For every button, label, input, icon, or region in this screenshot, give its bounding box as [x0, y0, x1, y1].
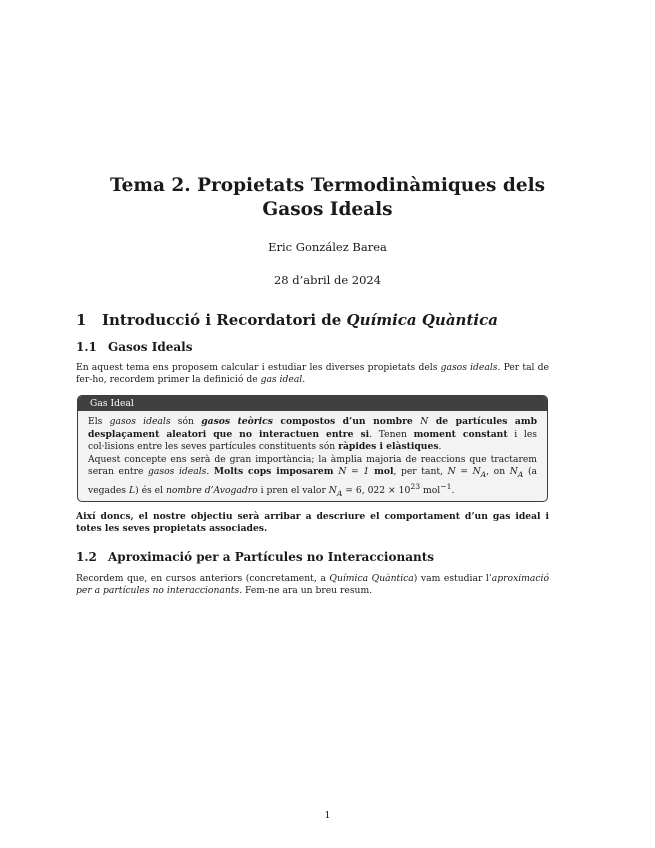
text-run: ) és el — [135, 485, 166, 497]
text-run: Aquest concepte ens serà de gran importància; la àmplia majoria de reaccions que tractarem seran entre — [88, 453, 537, 477]
text-run-bold: ràpides i elàstiques — [338, 441, 439, 452]
math-symbol: L — [128, 485, 136, 497]
math-unit: mol — [420, 485, 441, 497]
text-run: . Per tal de fer-ho, recordem primer la definició de — [76, 362, 549, 386]
text-run: (a vegades — [88, 466, 538, 497]
text-run-bold: mol — [369, 466, 394, 477]
text-run: són — [170, 416, 202, 427]
text-run: Els — [88, 416, 110, 427]
text-run-bold: de partícules amb desplaçament aleatori que no interactuen entre si — [88, 416, 537, 440]
section-number: 1 — [76, 311, 87, 329]
definition-box-header: Gas Ideal — [78, 396, 547, 411]
text-run: . Tenen — [369, 428, 414, 440]
math-superscript: 23 — [410, 482, 421, 492]
author-name: Eric González Barea — [268, 240, 387, 254]
math-subscript: A — [480, 469, 487, 479]
objective-paragraph: Així doncs, el nostre objectiu serà arribar a descriure el comportament d’un gas ideal i totes les seves propietats associades. — [76, 511, 549, 535]
math-superscript: −1 — [440, 482, 452, 492]
definition-paragraph-1 — [88, 416, 537, 454]
text-run-italic: aproximació per a partícules no interaccionants — [76, 573, 549, 597]
text-run: Recordem que, en cursos anteriors (concretament, a — [76, 573, 330, 584]
text-run: . — [451, 485, 455, 497]
section-title-italic: Química Quàntica — [346, 311, 498, 329]
math-symbol: N — [509, 466, 518, 477]
text-run-italic: gasos ideals — [148, 466, 207, 477]
text-run-italic: gasos ideals — [440, 362, 498, 373]
text-run: , on — [486, 466, 510, 477]
text-run-bold: compostos d’un nombre — [272, 416, 421, 427]
text-run: i pren el valor — [257, 485, 329, 497]
subsection-number: 1.1 — [76, 340, 97, 354]
text-run: . — [438, 441, 442, 452]
text-run: En aquest tema ens proposem calcular i estudiar les diverses propietats dels — [76, 362, 441, 373]
subsection-number: 1.2 — [76, 550, 97, 564]
definition-paragraph-2 — [88, 454, 537, 501]
section-title-plain: Introducció i Recordatori de — [102, 311, 347, 329]
document-title: Tema 2. Propietats Termodinàmiques dels Gasos Ideals — [109, 175, 546, 220]
math-expression: N = N — [447, 466, 481, 477]
math-expression: N = 1 — [338, 466, 370, 477]
definition-box-body — [78, 411, 547, 501]
math-subscript: A — [336, 489, 343, 499]
subsection-heading-1-1 — [76, 340, 192, 354]
math-expression: = 6, 022 × 10 — [342, 485, 411, 497]
subsection-title: Aproximació per a Partícules no Interaccionants — [108, 550, 435, 564]
page-number: 1 — [324, 810, 331, 821]
math-subscript: A — [517, 469, 524, 479]
text-run-bold: moment constant — [413, 428, 508, 440]
text-run-italic: Química Quàntica — [329, 573, 414, 584]
intro-paragraph — [76, 362, 549, 387]
math-symbol: N — [420, 416, 429, 427]
text-run-italic: gasos ideals — [109, 416, 171, 427]
text-run-bold: Molts cops imposarem — [213, 466, 339, 477]
definition-box — [77, 395, 548, 502]
document-date: 28 d’abril de 2024 — [273, 273, 382, 287]
text-run-italic: gas ideal — [260, 374, 303, 386]
text-run: . — [302, 374, 306, 386]
section-heading-1 — [76, 311, 498, 329]
text-run: i les col·lisions entre les seves partícules constituents són — [88, 428, 538, 452]
text-run-bold-italic: gasos teòrics — [201, 416, 273, 427]
text-run: , per tant, — [393, 466, 448, 477]
text-run-italic: nombre d’Avogadro — [165, 485, 258, 497]
subsection-heading-1-2 — [76, 550, 434, 564]
approximation-paragraph — [76, 573, 549, 598]
subsection-title: Gasos Ideals — [108, 340, 193, 354]
text-run: . Fem-ne ara un breu resum. — [239, 585, 373, 597]
math-symbol: N — [328, 485, 337, 497]
text-run: ) vam estudiar l’ — [413, 573, 492, 584]
text-run: . — [206, 466, 214, 477]
